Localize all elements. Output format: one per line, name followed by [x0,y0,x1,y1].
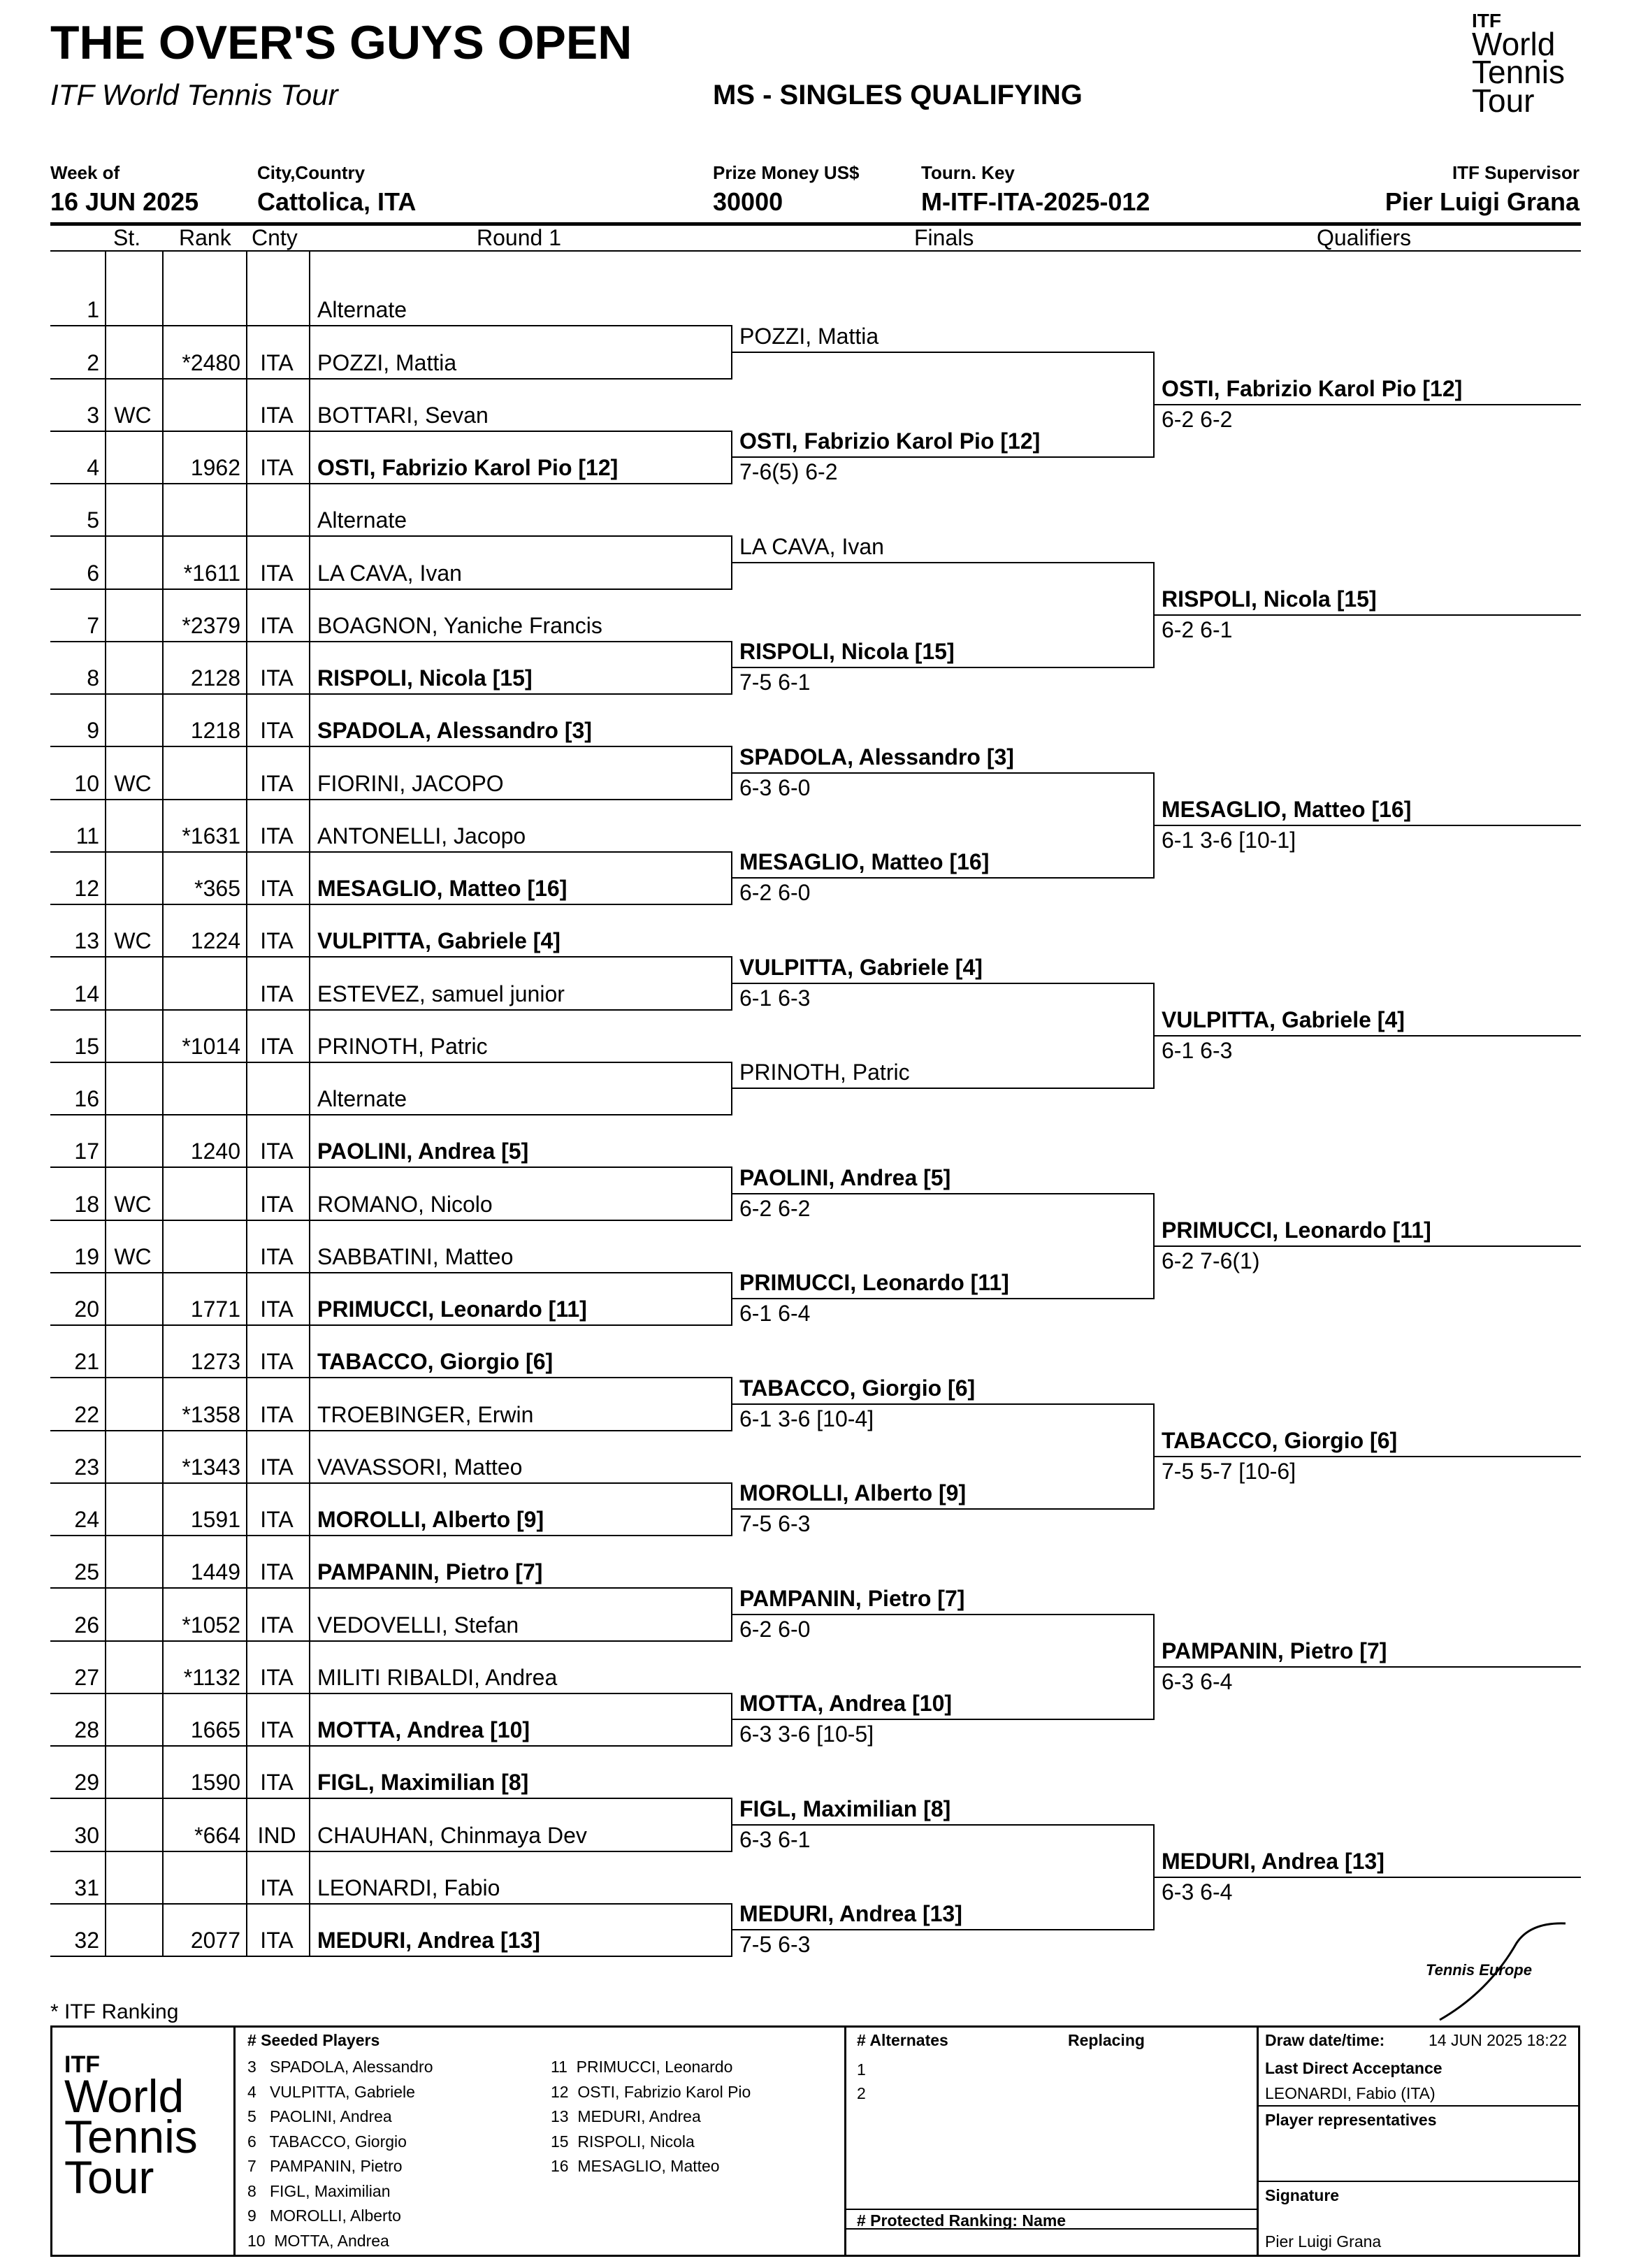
finals-winner: PAOLINI, Andrea [5] [739,1164,951,1190]
draw-date-value: 14 JUN 2025 18:22 [1429,2031,1568,2049]
finals-winner: LA CAVA, Ivan [739,533,884,559]
row-line [50,1220,731,1221]
player-rank: *1631 [182,823,240,848]
entry-status: WC [114,1243,152,1269]
draw-position: 15 [74,1033,99,1059]
finals-line [731,667,1153,668]
player-name: BOAGNON, Yaniche Francis [317,612,602,638]
draw-position: 9 [87,718,99,744]
draw-category: MS - SINGLES QUALIFYING [713,80,1083,110]
player-country: ITA [260,612,294,638]
player-name: RISPOLI, Nicola [15] [317,665,533,691]
player-country: ITA [260,1770,294,1796]
seeded-player: 3 SPADOLA, Alessandro [247,2058,433,2076]
row-line [50,1640,731,1642]
finals-winner: TABACCO, Giorgio [6] [739,1375,976,1401]
player-country: ITA [260,402,294,428]
draw-position: 21 [74,1349,99,1375]
row-line [50,1430,731,1431]
finals-score: 6-1 6-3 [739,985,811,1011]
player-name: SPADOLA, Alessandro [3] [317,718,592,744]
finals-winner: MEDURI, Andrea [13] [739,1901,962,1927]
tourn-key-value: M-ITF-ITA-2025-012 [921,187,1150,216]
player-name: PAOLINI, Andrea [5] [317,1139,529,1164]
finals-winner: PAMPANIN, Pietro [7] [739,1585,965,1611]
entry-status: WC [114,928,152,954]
row-line [50,1324,731,1326]
draw-position: 8 [87,665,99,691]
qualifier-name: MESAGLIO, Matteo [16] [1162,797,1412,823]
prize-value: 30000 [713,187,783,216]
player-name: Alternate [317,507,407,533]
draw-position: 30 [74,1822,99,1848]
qualifier-score: 6-2 7-6(1) [1162,1248,1260,1274]
qualifier-score: 6-2 6-2 [1162,407,1233,433]
replacing-header: Replacing [1068,2031,1145,2049]
row-line [50,1798,731,1799]
row-line [50,1377,731,1378]
seeded-player: 8 FIGL, Maximilian [247,2181,391,2200]
finals-winner: MESAGLIO, Matteo [16] [739,849,990,875]
qualifier-name: RISPOLI, Nicola [15] [1162,586,1377,612]
row-line [50,1062,731,1063]
row-line [50,1587,731,1589]
tour-subtitle: ITF World Tennis Tour [50,78,338,111]
player-name: VEDOVELLI, Stefan [317,1612,519,1638]
player-rank: *1052 [182,1612,240,1638]
draw-position: 17 [74,1139,99,1164]
qualifier-name: PRIMUCCI, Leonardo [11] [1162,1218,1431,1243]
finals-score: 7-6(5) 6-2 [739,459,838,485]
player-name: LA CAVA, Ivan [317,560,462,586]
seeded-player: 9 MOROLLI, Alberto [247,2206,401,2225]
player-country: ITA [260,1191,294,1217]
player-rank: *1343 [182,1454,240,1480]
col-qualifiers: Qualifiers [1317,225,1412,250]
finals-line [731,562,1153,563]
finals-line [731,1824,1153,1826]
player-rank: 1273 [190,1349,240,1375]
player-country: ITA [260,876,294,901]
player-name: ANTONELLI, Jacopo [317,823,526,848]
player-country: ITA [260,349,294,375]
qualifier-name: MEDURI, Andrea [13] [1162,1849,1384,1875]
player-name: VAVASSORI, Matteo [317,1454,523,1480]
finals-line [731,1929,1153,1930]
qualifier-name: OSTI, Fabrizio Karol Pio [12] [1162,376,1463,402]
player-name: Alternate [317,1086,407,1111]
row-line [50,641,731,642]
player-name: MOTTA, Andrea [10] [317,1717,530,1742]
draw-position: 22 [74,1401,99,1427]
player-name: VULPITTA, Gabriele [4] [317,928,561,954]
qualifier-score: 6-2 6-1 [1162,617,1233,643]
seeded-player: 5 PAOLINI, Andrea [247,2107,392,2125]
finals-score: 6-2 6-2 [739,1195,811,1221]
player-country: ITA [260,1928,294,1953]
supervisor-label: ITF Supervisor [1452,162,1579,183]
player-country: ITA [260,1033,294,1059]
entry-status: WC [114,1191,152,1217]
player-country: ITA [260,1296,294,1322]
player-rank: *1358 [182,1401,240,1427]
player-country: ITA [260,1454,294,1480]
city-label: City,Country [257,162,366,183]
qualifier-score: 6-1 3-6 [10-1] [1162,828,1296,853]
column-divider [162,252,164,1957]
player-rank: 2128 [190,665,240,691]
player-name: MOROLLI, Alberto [9] [317,1507,544,1532]
itf-world-tennis-tour-logo: ITF World Tennis Tour [1472,10,1565,119]
draw-position: 27 [74,1664,99,1690]
column-divider [246,252,247,1957]
player-rank: *664 [194,1822,240,1848]
player-name: FIGL, Maximilian [8] [317,1770,529,1796]
row-line [50,1166,731,1168]
player-country: ITA [260,718,294,744]
seeded-player: 15 RISPOLI, Nicola [551,2132,695,2151]
player-name: OSTI, Fabrizio Karol Pio [12] [317,455,619,480]
player-country: ITA [260,1401,294,1427]
player-country: IND [257,1822,296,1848]
seeded-player: 6 TABACCO, Giorgio [247,2132,407,2151]
draw-position: 26 [74,1612,99,1638]
draw-position: 16 [74,1086,99,1111]
finals-score: 7-5 6-3 [739,1511,811,1537]
player-rank: 1224 [190,928,240,954]
player-country: ITA [260,455,294,480]
draw-position: 23 [74,1454,99,1480]
entry-status: WC [114,770,152,796]
week-value: 16 JUN 2025 [50,187,199,216]
player-name: TROEBINGER, Erwin [317,1401,534,1427]
lda-value: LEONARDI, Fabio (ITA) [1265,2084,1436,2102]
row-line [50,1272,731,1273]
finals-line [731,1088,1153,1089]
protected-ranking-header: # Protected Ranking: Name [857,2211,1067,2230]
player-name: Alternate [317,297,407,323]
finals-score: 7-5 6-3 [739,1932,811,1958]
row-line [50,1693,731,1694]
draw-position: 29 [74,1770,99,1796]
draw-position: 12 [74,876,99,901]
seeded-player: 7 PAMPANIN, Pietro [247,2157,403,2175]
row-line [50,1482,731,1484]
draw-position: 28 [74,1717,99,1742]
seeded-player: 4 VULPITTA, Gabriele [247,2082,415,2101]
signature-label: Signature [1265,2186,1340,2204]
player-country: ITA [260,1612,294,1638]
player-rank: 1962 [190,455,240,480]
finals-winner: MOROLLI, Alberto [9] [739,1480,967,1506]
row-line [50,325,731,326]
row-line [50,1114,731,1115]
city-value: Cattolica, ITA [257,187,417,216]
draw-position: 5 [87,507,99,533]
finals-score: 6-2 6-0 [739,1616,811,1642]
draw-position: 3 [87,402,99,428]
qualifier-score: 7-5 5-7 [10-6] [1162,1459,1296,1485]
finals-line [731,1614,1153,1615]
itf-ranking-note: * ITF Ranking [50,2000,179,2023]
player-country: ITA [260,770,294,796]
qualifier-score: 6-3 6-4 [1162,1669,1233,1695]
finals-winner: OSTI, Fabrizio Karol Pio [12] [739,428,1041,454]
finals-score: 6-3 3-6 [10-5] [739,1721,874,1747]
row-line [50,535,731,537]
alternate-1: 1 [857,2060,866,2079]
player-name: MESAGLIO, Matteo [16] [317,876,567,901]
itf-footer-logo: ITF World Tennis Tour [64,2051,198,2204]
finals-line [731,983,1153,984]
player-name: FIORINI, JACOPO [317,770,504,796]
seeded-header: # Seeded Players [247,2031,380,2049]
player-rank: 1665 [190,1717,240,1742]
finals-score: 6-2 6-0 [739,880,811,906]
finals-line [731,352,1153,353]
player-name: ESTEVEZ, samuel junior [317,981,565,1006]
player-rank: *1611 [183,560,240,586]
finals-winner: PRINOTH, Patric [739,1060,910,1085]
draw-position: 19 [74,1243,99,1269]
seeded-player: 13 MEDURI, Andrea [551,2107,701,2125]
player-name: POZZI, Mattia [317,349,457,375]
player-name: PAMPANIN, Pietro [7] [317,1559,543,1585]
finals-line [731,1193,1153,1194]
player-country: ITA [260,1664,294,1690]
player-country: ITA [260,928,294,954]
tennis-europe-logo: Tennis Europe [1426,1915,1579,2027]
row-line [50,1009,731,1011]
player-country: ITA [260,1875,294,1900]
player-name: TABACCO, Giorgio [6] [317,1349,554,1375]
col-status: St. [113,225,141,250]
qualifier-name: VULPITTA, Gabriele [4] [1162,1007,1405,1033]
draw-position: 7 [87,612,99,638]
entry-status: WC [114,402,152,428]
row-line [50,1956,731,1957]
draw-position: 25 [74,1559,99,1585]
seeded-player: 10 MOTTA, Andrea [247,2231,389,2250]
finals-winner: VULPITTA, Gabriele [4] [739,954,983,980]
finals-score: 7-5 6-1 [739,670,811,695]
row-line [50,1851,731,1852]
row-line [50,746,731,747]
col-finals: Finals [914,225,974,250]
draw-position: 6 [87,560,99,586]
col-country: Cnty [252,225,298,250]
finals-line [731,456,1153,458]
row-line [50,483,731,484]
draw-position: 18 [74,1191,99,1217]
qualifier-score: 6-3 6-4 [1162,1879,1233,1905]
finals-winner: FIGL, Maximilian [8] [739,1796,951,1821]
seeded-player: 16 MESAGLIO, Matteo [551,2157,720,2175]
player-rank: *1132 [183,1664,240,1690]
qualifier-line [1153,825,1581,826]
player-rank: 1590 [190,1770,240,1796]
qualifier-line [1153,1245,1581,1247]
qualifier-name: PAMPANIN, Pietro [7] [1162,1638,1387,1664]
supervisor-value: Pier Luigi Grana [1384,187,1579,216]
draw-position: 14 [74,981,99,1006]
finals-score: 6-3 6-1 [739,1826,811,1852]
qualifier-score: 6-1 6-3 [1162,1038,1233,1064]
finals-winner: SPADOLA, Alessandro [3] [739,744,1014,770]
player-country: ITA [260,1243,294,1269]
player-rank: 1449 [190,1559,240,1585]
qualifier-line [1153,1035,1581,1037]
finals-line [731,1719,1153,1720]
player-rank: *2379 [182,612,240,638]
col-rank: Rank [179,225,231,250]
player-country: ITA [260,823,294,848]
player-name: ROMANO, Nicolo [317,1191,493,1217]
player-country: ITA [260,1349,294,1375]
player-name: PRIMUCCI, Leonardo [11] [317,1296,587,1322]
player-name: SABBATINI, Matteo [317,1243,514,1269]
row-line [50,693,731,695]
qualifier-line [1153,1877,1581,1878]
row-line [50,799,731,800]
tourn-key-label: Tourn. Key [921,162,1015,183]
draw-position: 10 [74,770,99,796]
draw-position: 32 [74,1928,99,1953]
alternates-header: # Alternates [857,2031,948,2049]
player-country: ITA [260,1717,294,1742]
player-rank: 1218 [190,718,240,744]
draw-position: 13 [74,928,99,954]
qualifier-line [1153,404,1581,405]
column-divider [309,252,310,1957]
player-rank: *1014 [182,1033,240,1059]
finals-winner: POZZI, Mattia [739,323,879,349]
player-country: ITA [260,981,294,1006]
player-country: ITA [260,665,294,691]
finals-winner: MOTTA, Andrea [10] [739,1691,953,1717]
qualifier-line [1153,1456,1581,1457]
qualifier-line [1153,1666,1581,1668]
row-line [50,956,731,958]
player-country: ITA [260,1507,294,1532]
row-line [50,1745,731,1747]
finals-line [731,1508,1153,1510]
player-name: LEONARDI, Fabio [317,1875,500,1900]
player-country: ITA [260,1139,294,1164]
row-line [50,1535,731,1536]
prize-label: Prize Money US$ [713,162,860,183]
draw-date-label: Draw date/time: [1265,2031,1385,2049]
tournament-title: THE OVER'S GUYS OPEN [50,16,632,69]
player-reps-label: Player representatives [1265,2111,1437,2129]
player-name: BOTTARI, Sevan [317,402,489,428]
row-line [50,1903,731,1905]
player-name: PRINOTH, Patric [317,1033,488,1059]
seeded-player: 11 PRIMUCCI, Leonardo [551,2058,733,2076]
row-line [50,904,731,905]
finals-line [731,877,1153,879]
finals-winner: RISPOLI, Nicola [15] [739,639,955,665]
draw-position: 31 [74,1875,99,1900]
draw-position: 24 [74,1507,99,1532]
player-rank: 1771 [190,1296,240,1322]
player-name: MEDURI, Andrea [13] [317,1928,540,1953]
player-country: ITA [260,560,294,586]
row-line [50,378,731,380]
draw-position: 20 [74,1296,99,1322]
lda-label: Last Direct Acceptance [1265,2059,1443,2077]
seeded-player: 12 OSTI, Fabrizio Karol Pio [551,2082,751,2101]
draw-position: 2 [87,349,99,375]
column-divider [105,252,106,1957]
qualifier-line [1153,614,1581,616]
player-rank: 2077 [190,1928,240,1953]
finals-score: 6-3 6-0 [739,774,811,800]
finals-score: 6-1 6-4 [739,1301,811,1327]
signature-value: Pier Luigi Grana [1265,2232,1382,2251]
player-rank: *365 [194,876,240,901]
row-line [50,431,731,432]
player-name: CHAUHAN, Chinmaya Dev [317,1822,587,1848]
finals-winner: PRIMUCCI, Leonardo [11] [739,1270,1009,1296]
finals-line [731,772,1153,774]
week-label: Week of [50,162,120,183]
qualifier-name: TABACCO, Giorgio [6] [1162,1428,1398,1454]
player-name: MILITI RIBALDI, Andrea [317,1664,558,1690]
col-round1: Round 1 [477,225,561,250]
row-line [50,588,731,590]
draw-position: 11 [75,823,99,848]
finals-line [731,1298,1153,1299]
player-rank: 1591 [190,1507,240,1532]
row-line [50,851,731,853]
finals-line [731,1403,1153,1405]
finals-score: 6-1 3-6 [10-4] [739,1406,874,1431]
player-country: ITA [260,1559,294,1585]
draw-position: 1 [87,297,99,323]
player-rank: *2480 [182,349,240,375]
alternate-2: 2 [857,2084,866,2102]
player-rank: 1240 [190,1139,240,1164]
draw-position: 4 [87,455,99,480]
